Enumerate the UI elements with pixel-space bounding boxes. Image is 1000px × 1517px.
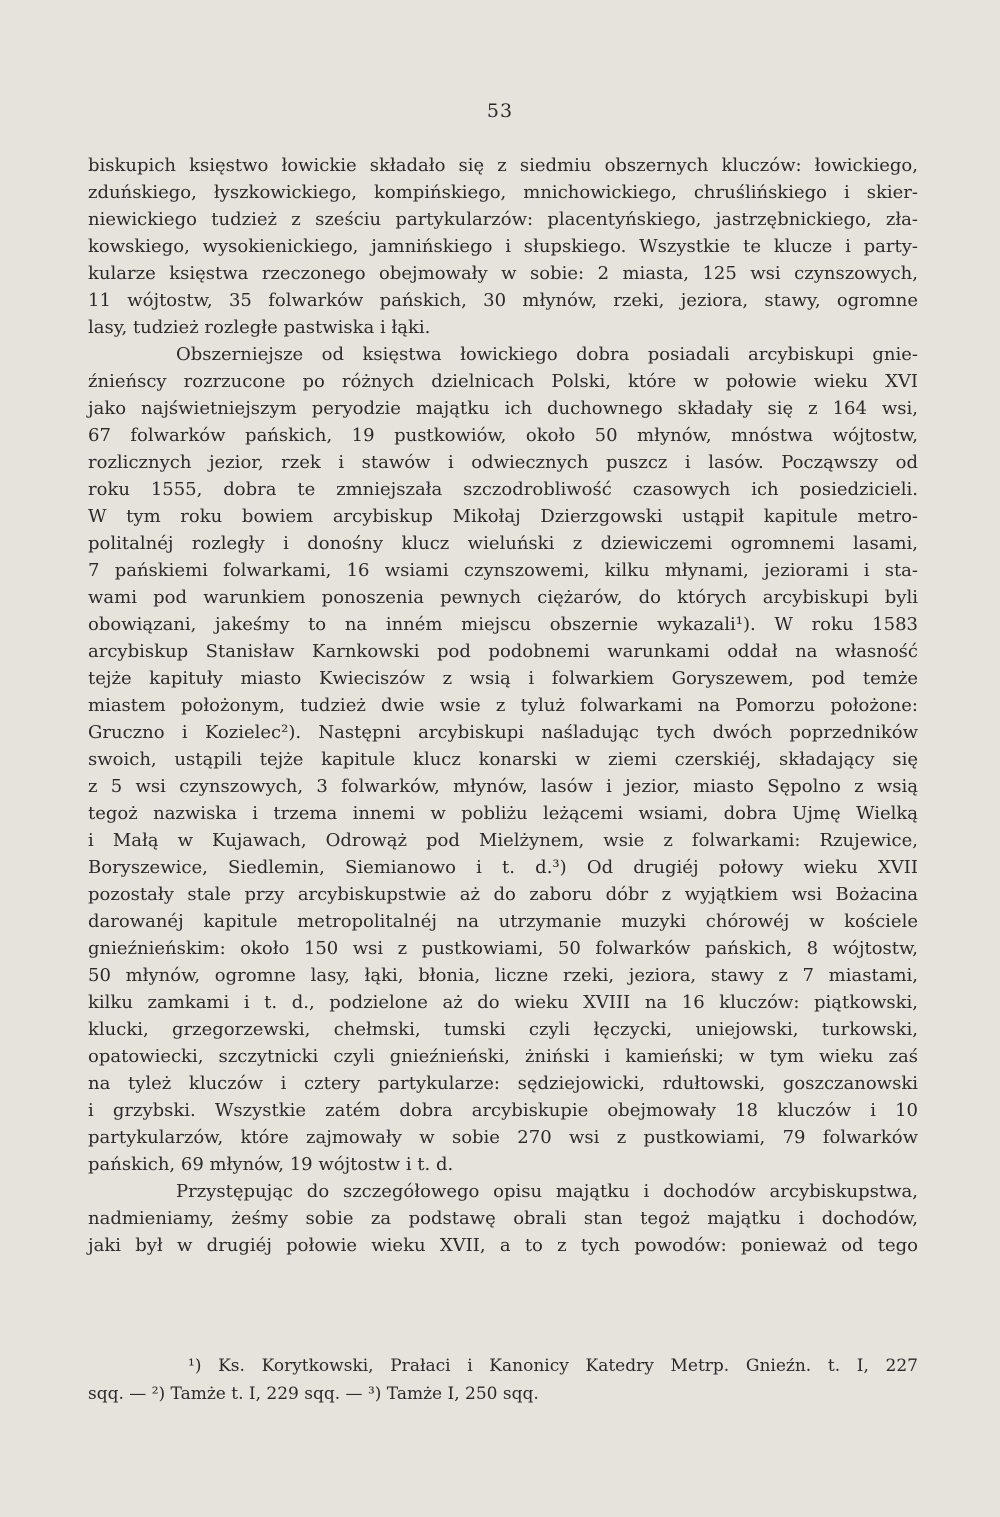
text-line: nadmieniamy, żeśmy sobie za podstawę obrali stan tegoż majątku i dochodów, — [88, 1208, 918, 1229]
text-line: z 5 wsi czynszowych, 3 folwarków, młynów, lasów i jezior, miasto Sępolno z wsią — [88, 776, 918, 797]
footnotes — [88, 1352, 918, 1408]
footnote-line: ¹) Ks. Korytkowski, Prałaci i Kanonicy Katedry Metrp. Gnieźn. t. I, 227 — [188, 1356, 918, 1376]
text-line: 50 młynów, ogromne lasy, łąki, błonia, liczne rzeki, jeziora, stawy z 7 miastami, — [88, 965, 918, 986]
text-line: biskupich księstwo łowickie składało się z siedmiu obszernych kluczów: łowickiego, — [88, 155, 918, 176]
text-line: kowskiego, wysokienickiego, jamnińskiego i słupskiego. Wszystkie te klucze i party- — [88, 236, 918, 257]
text-line: W tym roku bowiem arcybiskup Mikołaj Dzierzgowski ustąpił kapitule metro- — [88, 506, 918, 527]
text-line: kilku zamkami i t. d., podzielone aż do wieku XVIII na 16 kluczów: piątkowski, — [88, 992, 918, 1013]
text-line: opatowiecki, szczytnicki czyli gnieźnieński, żniński i kamieński; w tym wieku zaś — [88, 1046, 918, 1067]
text-line: pozostały stale przy arcybiskupstwie aż do zaboru dóbr z wyjątkiem wsi Bożacina — [88, 884, 918, 905]
text-line: roku 1555, dobra te zmniejszała szczodrobliwość czasowych ich posiedzicieli. — [88, 479, 918, 500]
text-line: Gruczno i Kozielec²). Następni arcybiskupi naśladując tych dwóch poprzedników — [88, 722, 918, 743]
text-line: tegoż nazwiska i trzema innemi w pobliżu leżącemi wsiami, dobra Ujmę Wielką — [88, 803, 918, 824]
text-line: politalnéj rozległy i donośny klucz wieluński z dziewiczemi ogromnemi lasami, — [88, 533, 918, 554]
text-line: obowiązani, jakeśmy to na inném miejscu obszernie wykazali¹). W roku 1583 — [88, 614, 918, 635]
text-line: jako najświetniejszym peryodzie majątku ich duchownego składały się z 164 wsi, — [88, 398, 918, 419]
page-number: 53 — [486, 100, 514, 122]
text-line: 67 folwarków pańskich, 19 pustkowiów, około 50 młynów, mnóstwa wójtostw, — [88, 425, 918, 446]
paragraph-first-line: Przystępując do szczegółowego opisu majątku i dochodów arcybiskupstwa, — [176, 1181, 918, 1202]
text-line: darowanéj kapitule metropolitalnéj na utrzymanie muzyki chórowéj w kościele — [88, 911, 918, 932]
text-line: niewickiego tudzież z sześciu partykularzów: placentyńskiego, jastrzębnickiego, zła- — [88, 209, 918, 230]
text-line: miastem położonym, tudzież dwie wsie z tyluż folwarkami na Pomorzu położone: — [88, 695, 918, 716]
text-line: zduńskiego, łyszkowickiego, kompińskiego, mnichowickiego, chruślińskiego i skier- — [88, 182, 918, 203]
text-line: i Małą w Kujawach, Odrowąż pod Mielżynem, wsie z folwarkami: Rzujewice, — [88, 830, 918, 851]
text-line: gnieźnieńskim: około 150 wsi z pustkowiami, 50 folwarków pańskich, 8 wójtostw, — [88, 938, 918, 959]
text-line: partykularzów, które zajmowały w sobie 270 wsi z pustkowiami, 79 folwarków — [88, 1127, 918, 1148]
text-line: wami pod warunkiem ponoszenia pewnych ciężarów, do których arcybiskupi byli — [88, 587, 918, 608]
text-line: rozlicznych jezior, rzek i stawów i odwiecznych puszcz i lasów. Począwszy od — [88, 452, 918, 473]
text-line: klucki, grzegorzewski, chełmski, tumski czyli łęczycki, uniejowski, turkowski, — [88, 1019, 918, 1040]
text-line: tejże kapituły miasto Kwieciszów z wsią i folwarkiem Goryszewem, pod temże — [88, 668, 918, 689]
text-line: jaki był w drugiéj połowie wieku XVII, a to z tych powodów: ponieważ od tego — [88, 1235, 918, 1256]
text-line: 7 pańskiemi folwarkami, 16 wsiami czynszowemi, kilku młynami, jeziorami i sta- — [88, 560, 918, 581]
text-line: Boryszewice, Siedlemin, Siemianowo i t. d.³) Od drugiéj połowy wieku XVII — [88, 857, 918, 878]
paragraph-first-line: Obszerniejsze od księstwa łowickiego dobra posiadali arcybiskupi gnie- — [176, 344, 918, 365]
text-line: swoich, ustąpili tejże kapitule klucz konarski w ziemi czerskiéj, składający się — [88, 749, 918, 770]
text-line: lasy, tudzież rozległe pastwiska i łąki. — [88, 317, 431, 338]
body-text — [88, 152, 918, 1259]
text-line: źnieńscy rozrzucone po różnych dzielnicach Polski, które w połowie wieku XVI — [88, 371, 918, 392]
text-line: pańskich, 69 młynów, 19 wójtostw i t. d. — [88, 1154, 454, 1175]
text-line: i grzybski. Wszystkie zatém dobra arcybiskupie obejmowały 18 kluczów i 10 — [88, 1100, 918, 1121]
footnote-line: sqq. — ²) Tamże t. I, 229 sqq. — ³) Tamże I, 250 sqq. — [88, 1384, 539, 1404]
text-line: kularze księstwa rzeczonego obejmowały w sobie: 2 miasta, 125 wsi czynszowych, — [88, 263, 918, 284]
text-line: arcybiskup Stanisław Karnkowski pod podobnemi warunkami oddał na własność — [88, 641, 918, 662]
text-line: 11 wójtostw, 35 folwarków pańskich, 30 młynów, rzeki, jeziora, stawy, ogromne — [88, 290, 918, 311]
text-line: na tyleż kluczów i cztery partykularze: sędziejowicki, rdułtowski, goszczanowski — [88, 1073, 918, 1094]
